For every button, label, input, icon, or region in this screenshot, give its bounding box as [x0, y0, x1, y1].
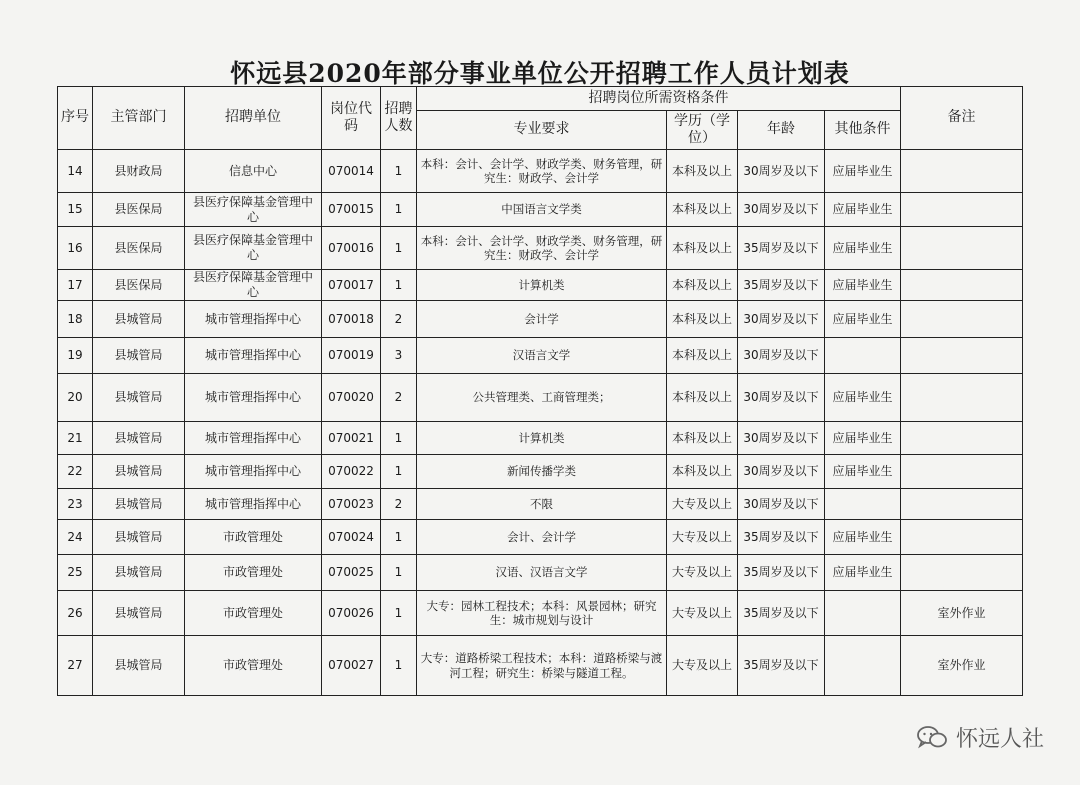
table-row [58, 636, 1023, 696]
cell-code: 070022 [322, 455, 381, 489]
cell-dept: 县城管局 [93, 489, 185, 520]
cell-code: 070020 [322, 374, 381, 422]
cell-count: 1 [381, 591, 417, 636]
cell-age: 35周岁及以下 [738, 227, 825, 270]
cell-remark [901, 301, 1023, 338]
cell-major: 本科：会计、会计学、财政学类、财务管理，研究生：财政学、会计学 [417, 150, 667, 193]
cell-dept: 县城管局 [93, 422, 185, 455]
cell-code: 070026 [322, 591, 381, 636]
cell-remark: 室外作业 [901, 636, 1023, 696]
cell-remark [901, 193, 1023, 227]
cell-age: 30周岁及以下 [738, 455, 825, 489]
cell-seq: 15 [58, 193, 93, 227]
cell-count: 1 [381, 150, 417, 193]
header-unit: 招聘单位 [185, 87, 322, 150]
header-major: 专业要求 [417, 111, 667, 150]
cell-dept: 县城管局 [93, 636, 185, 696]
cell-other: 应届毕业生 [825, 520, 901, 555]
cell-dept: 县城管局 [93, 591, 185, 636]
cell-major: 中国语言文学类 [417, 193, 667, 227]
cell-age: 35周岁及以下 [738, 636, 825, 696]
cell-other: 应届毕业生 [825, 422, 901, 455]
cell-seq: 21 [58, 422, 93, 455]
cell-education: 本科及以上 [667, 455, 738, 489]
cell-remark [901, 555, 1023, 591]
cell-age: 30周岁及以下 [738, 150, 825, 193]
cell-education: 大专及以上 [667, 520, 738, 555]
wechat-chat-icon [916, 725, 948, 751]
table-row [58, 227, 1023, 270]
cell-unit: 市政管理处 [185, 591, 322, 636]
cell-major: 大专：道路桥梁工程技术；本科：道路桥梁与渡河工程；研究生：桥梁与隧道工程。 [417, 636, 667, 696]
header-dept: 主管部门 [93, 87, 185, 150]
cell-major: 不限 [417, 489, 667, 520]
cell-major: 本科：会计、会计学、财政学类、财务管理，研究生：财政学、会计学 [417, 227, 667, 270]
wechat-watermark [916, 722, 1044, 753]
cell-education: 大专及以上 [667, 636, 738, 696]
cell-major: 汉语言文学 [417, 338, 667, 374]
cell-count: 1 [381, 270, 417, 301]
cell-count: 1 [381, 193, 417, 227]
cell-major: 会计、会计学 [417, 520, 667, 555]
table-row [58, 520, 1023, 555]
cell-other: 应届毕业生 [825, 193, 901, 227]
cell-code: 070017 [322, 270, 381, 301]
cell-seq: 14 [58, 150, 93, 193]
cell-education: 本科及以上 [667, 374, 738, 422]
table-row [58, 555, 1023, 591]
cell-dept: 县财政局 [93, 150, 185, 193]
cell-unit: 市政管理处 [185, 555, 322, 591]
cell-age: 30周岁及以下 [738, 422, 825, 455]
cell-education: 大专及以上 [667, 489, 738, 520]
header-remark: 备注 [901, 87, 1023, 150]
cell-unit: 县医疗保障基金管理中心 [185, 270, 322, 301]
header-code: 岗位代码 [322, 87, 381, 150]
cell-code: 070015 [322, 193, 381, 227]
cell-code: 070023 [322, 489, 381, 520]
cell-seq: 16 [58, 227, 93, 270]
cell-other: 应届毕业生 [825, 555, 901, 591]
cell-dept: 县城管局 [93, 374, 185, 422]
table-row [58, 150, 1023, 193]
cell-remark [901, 455, 1023, 489]
cell-seq: 18 [58, 301, 93, 338]
cell-count: 1 [381, 555, 417, 591]
cell-age: 35周岁及以下 [738, 270, 825, 301]
cell-count: 1 [381, 520, 417, 555]
cell-remark [901, 270, 1023, 301]
table-row [58, 455, 1023, 489]
cell-unit: 城市管理指挥中心 [185, 489, 322, 520]
cell-education: 本科及以上 [667, 270, 738, 301]
cell-dept: 县城管局 [93, 338, 185, 374]
cell-age: 35周岁及以下 [738, 591, 825, 636]
page-title: 怀远县2020年部分事业单位公开招聘工作人员计划表 [230, 59, 850, 88]
cell-dept: 县医保局 [93, 270, 185, 301]
header-age: 年龄 [738, 111, 825, 150]
cell-major: 计算机类 [417, 270, 667, 301]
cell-unit: 市政管理处 [185, 636, 322, 696]
cell-other: 应届毕业生 [825, 301, 901, 338]
cell-dept: 县城管局 [93, 555, 185, 591]
cell-other: 应届毕业生 [825, 227, 901, 270]
cell-code: 070018 [322, 301, 381, 338]
cell-education: 大专及以上 [667, 591, 738, 636]
table-row [58, 301, 1023, 338]
cell-count: 3 [381, 338, 417, 374]
cell-remark [901, 374, 1023, 422]
cell-unit: 城市管理指挥中心 [185, 338, 322, 374]
cell-seq: 25 [58, 555, 93, 591]
cell-dept: 县医保局 [93, 193, 185, 227]
cell-seq: 19 [58, 338, 93, 374]
cell-unit: 市政管理处 [185, 520, 322, 555]
cell-seq: 22 [58, 455, 93, 489]
cell-remark: 室外作业 [901, 591, 1023, 636]
cell-education: 本科及以上 [667, 338, 738, 374]
cell-remark [901, 227, 1023, 270]
table-row [58, 270, 1023, 301]
cell-unit: 城市管理指挥中心 [185, 422, 322, 455]
header-count: 招聘人数 [381, 87, 417, 150]
table-row [58, 193, 1023, 227]
cell-dept: 县城管局 [93, 455, 185, 489]
cell-count: 1 [381, 636, 417, 696]
cell-seq: 20 [58, 374, 93, 422]
cell-age: 35周岁及以下 [738, 555, 825, 591]
cell-education: 本科及以上 [667, 150, 738, 193]
cell-unit: 县医疗保障基金管理中心 [185, 227, 322, 270]
cell-major: 汉语、汉语言文学 [417, 555, 667, 591]
cell-age: 30周岁及以下 [738, 338, 825, 374]
cell-education: 本科及以上 [667, 193, 738, 227]
cell-other [825, 338, 901, 374]
cell-count: 2 [381, 489, 417, 520]
table-row [58, 591, 1023, 636]
header-conditions-group: 招聘岗位所需资格条件 [417, 87, 901, 111]
cell-code: 070027 [322, 636, 381, 696]
table-row [58, 374, 1023, 422]
cell-unit: 城市管理指挥中心 [185, 455, 322, 489]
cell-count: 1 [381, 422, 417, 455]
cell-remark [901, 338, 1023, 374]
cell-code: 070021 [322, 422, 381, 455]
cell-code: 070025 [322, 555, 381, 591]
cell-count: 2 [381, 301, 417, 338]
table-row [58, 338, 1023, 374]
cell-age: 30周岁及以下 [738, 301, 825, 338]
cell-unit: 县医疗保障基金管理中心 [185, 193, 322, 227]
cell-other [825, 591, 901, 636]
header-other: 其他条件 [825, 111, 901, 150]
cell-seq: 26 [58, 591, 93, 636]
cell-remark [901, 520, 1023, 555]
cell-education: 本科及以上 [667, 227, 738, 270]
recruitment-plan-table [57, 86, 1023, 696]
header-seq: 序号 [58, 87, 93, 150]
cell-other: 应届毕业生 [825, 150, 901, 193]
cell-other: 应届毕业生 [825, 455, 901, 489]
cell-remark [901, 150, 1023, 193]
cell-major: 计算机类 [417, 422, 667, 455]
cell-age: 35周岁及以下 [738, 520, 825, 555]
cell-seq: 23 [58, 489, 93, 520]
cell-unit: 信息中心 [185, 150, 322, 193]
cell-count: 1 [381, 455, 417, 489]
cell-seq: 27 [58, 636, 93, 696]
cell-remark [901, 489, 1023, 520]
cell-code: 070024 [322, 520, 381, 555]
header-education: 学历（学位） [667, 111, 738, 150]
cell-seq: 17 [58, 270, 93, 301]
cell-major: 新闻传播学类 [417, 455, 667, 489]
cell-major: 会计学 [417, 301, 667, 338]
cell-education: 本科及以上 [667, 301, 738, 338]
cell-remark [901, 422, 1023, 455]
table-row [58, 422, 1023, 455]
cell-code: 070016 [322, 227, 381, 270]
cell-education: 大专及以上 [667, 555, 738, 591]
cell-dept: 县医保局 [93, 227, 185, 270]
cell-other: 应届毕业生 [825, 270, 901, 301]
cell-education: 本科及以上 [667, 422, 738, 455]
watermark-text: 怀远人社 [955, 727, 1044, 752]
cell-unit: 城市管理指挥中心 [185, 301, 322, 338]
cell-count: 1 [381, 227, 417, 270]
cell-age: 30周岁及以下 [738, 489, 825, 520]
cell-code: 070014 [322, 150, 381, 193]
cell-dept: 县城管局 [93, 520, 185, 555]
cell-other [825, 489, 901, 520]
cell-other: 应届毕业生 [825, 374, 901, 422]
cell-code: 070019 [322, 338, 381, 374]
cell-dept: 县城管局 [93, 301, 185, 338]
cell-unit: 城市管理指挥中心 [185, 374, 322, 422]
cell-age: 30周岁及以下 [738, 193, 825, 227]
cell-age: 30周岁及以下 [738, 374, 825, 422]
cell-major: 公共管理类、工商管理类； [417, 374, 667, 422]
table-row [58, 489, 1023, 520]
cell-major: 大专：园林工程技术；本科：风景园林；研究生：城市规划与设计 [417, 591, 667, 636]
cell-other [825, 636, 901, 696]
cell-seq: 24 [58, 520, 93, 555]
cell-count: 2 [381, 374, 417, 422]
